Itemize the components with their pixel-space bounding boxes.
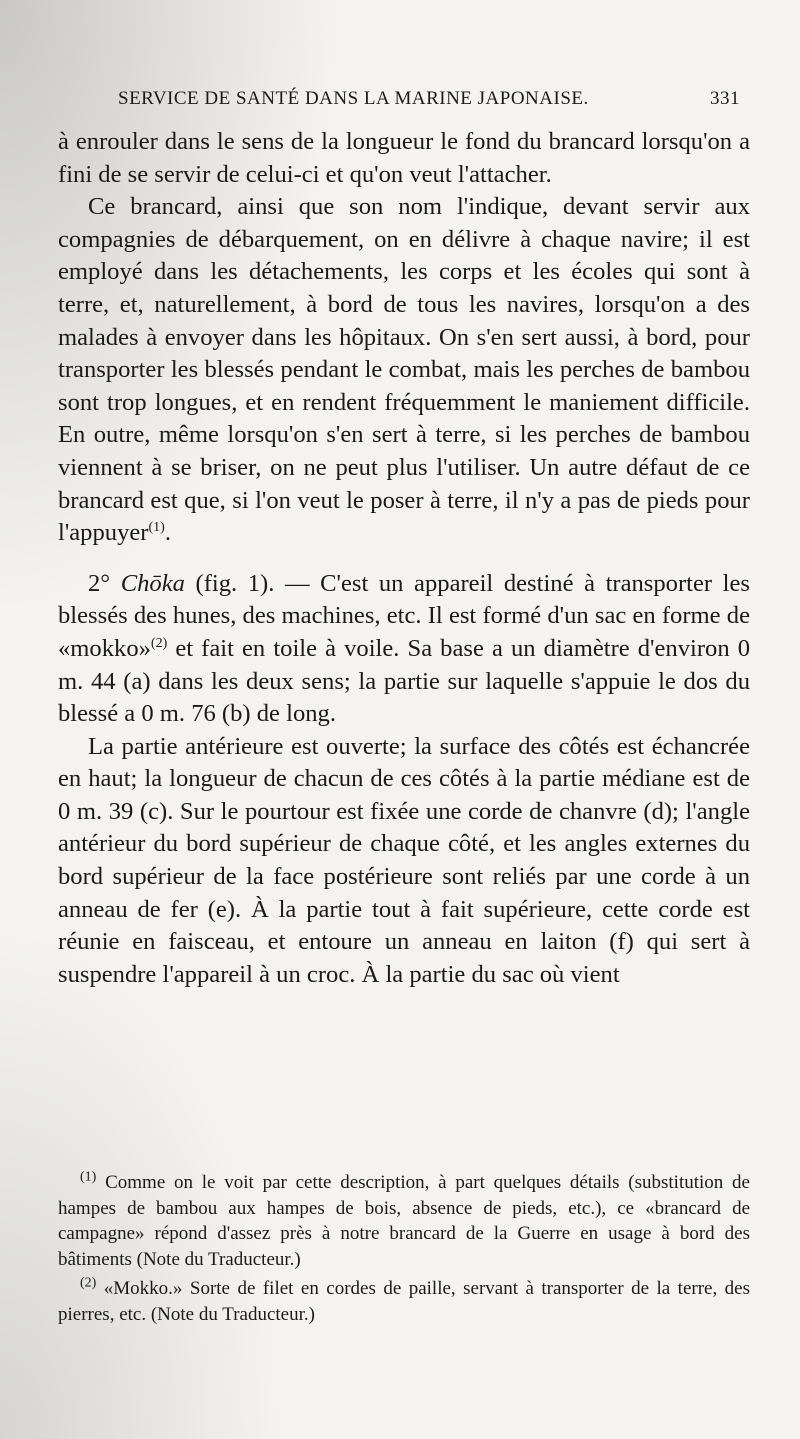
paragraph-2 [58, 191, 750, 550]
paragraph-1: à enrouler dans le sens de la longueur le fond du brancard lorsqu'on a fini de se servir de celui-ci et qu'on veut l'attacher. [58, 128, 750, 188]
paragraph-2-text: Ce brancard, ainsi que son nom l'indique, devant servir aux compagnies de débarquement, on en délivre à chaque navire; il est employé dans les détachements, les corps et les écoles qui sont à terre, et, naturellement, à bord de tous les navires, lorsqu'on a des malades à envoyer dans les hôpitaux. On s'en sert aussi, à bord, pour transporter les blessés pendant le combat, mais les perches de bambou sont trop longues, et en rendent fréquemment le maniement difficile. En outre, même lorsqu'on s'en sert à terre, si les perches de bambou viennent à se briser, on ne peut plus l'utiliser. Un autre défaut de ce brancard est que, si l'on veut le poser à terre, il n'y a pas de pieds pour l'appuyer [58, 193, 750, 547]
footnote-2-mark: (2) [80, 1276, 97, 1292]
paragraph-2-end: . [164, 519, 171, 547]
footnote-2-text: «Mokko.» Sorte de filet en cordes de paille, servant à transporter de la terre, des pierres, etc. (Note du Traducteur.) [58, 1278, 750, 1325]
main-text [58, 126, 750, 991]
footnote-2 [58, 1276, 750, 1327]
paragraph-4: La partie antérieure est ouverte; la surface des côtés est échancrée en haut; la longueur de chacun de ces côtés à la partie médiane est de 0 m. 39 (c). Sur le pourtour est fixée une corde de chanvre (d); l'angle antérieur du bord supérieur de chaque côté, et les angles externes du bord supérieur de la face postérieure sont reliés par une corde à un anneau de fer (e). À la partie tout à fait supérieure, cette corde est réunie en faisceau, et entoure un anneau en laiton (f) qui sert à suspendre l'appareil à un croc. À la partie du sac où vient [58, 732, 750, 988]
footnotes [58, 1170, 750, 1328]
footnote-1 [58, 1170, 750, 1272]
paragraph-3 [58, 568, 750, 731]
page-number: 331 [710, 88, 740, 109]
footnote-ref-1: (1) [148, 519, 165, 535]
footnote-ref-2: (2) [150, 635, 168, 651]
paragraph-3-term: Chōka [120, 569, 185, 597]
paragraph-3-text-a: (fig. 1). — C'est un appareil destiné à transporter les blessés des hunes, des machines, etc. Il est formé d'un sac en forme de «mokko» [58, 569, 750, 662]
footnote-1-text: Comme on le voit par cette description, à part quelques détails (substitution de hampes de bambou aux hampes de bois, absence de pieds, etc.), ce «brancard de campagne» répond d'assez près à notre brancard de la Guerre en usage à bord des bâtiments (Note du Traducteur.) [58, 1172, 750, 1270]
paragraph-3-text-b: et fait en toile à voile. Sa base a un diamètre d'environ 0 m. 44 (a) dans les deux sens; la partie sur laquelle s'appuie le dos du blessé a 0 m. 76 (b) de long. [58, 634, 750, 728]
paragraph-3-number: 2° [88, 569, 121, 597]
running-title: SERVICE DE SANTÉ DANS LA MARINE JAPONAISE. [118, 88, 589, 109]
footnote-1-mark: (1) [80, 1169, 97, 1185]
running-header [118, 88, 740, 110]
